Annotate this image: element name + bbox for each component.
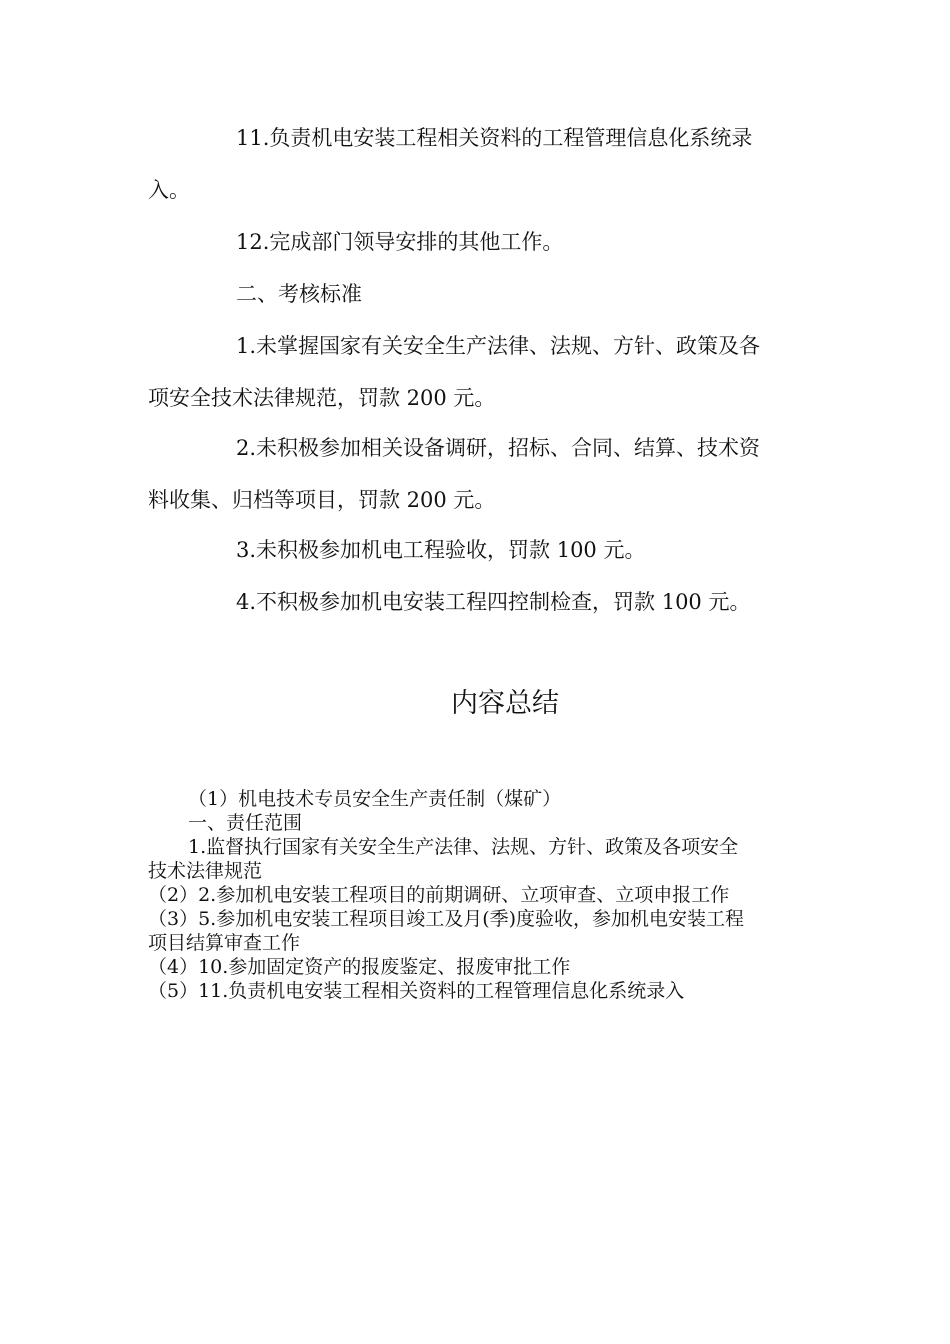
section-heading-text: 二、考核标准 xyxy=(236,282,362,306)
standard-item-3-text: 3.未积极参加机电工程验收，罚款 100 元。 xyxy=(236,538,646,562)
summary-line: 一、责任范围 xyxy=(188,812,303,834)
summary-line: 项目结算审查工作 xyxy=(148,932,301,954)
summary-line: （2）2.参加机电安装工程项目的前期调研、立项审查、立项申报工作 xyxy=(148,884,730,906)
body-item-11 xyxy=(148,112,798,216)
summary-line: 1.监督执行国家有关安全生产法律、法规、方针、政策及各项安全 xyxy=(188,836,739,858)
standard-item-4 xyxy=(148,576,798,628)
standard-item-2-line2: 料收集、归档等项目，罚款 200 元。 xyxy=(148,488,496,512)
standard-item-1-line1: 1.未掌握国家有关安全生产法律、法规、方针、政策及各 xyxy=(236,334,761,358)
body-item-11-line2: 入。 xyxy=(148,178,190,202)
summary-line: （4）10.参加固定资产的报废鉴定、报废审批工作 xyxy=(148,956,571,978)
standard-item-1 xyxy=(148,320,798,424)
body-item-12 xyxy=(148,216,798,268)
summary-title: 内容总结 xyxy=(451,688,559,719)
standard-item-2-line1: 2.未积极参加相关设备调研，招标、合同、结算、技术资 xyxy=(236,436,761,460)
standard-item-3 xyxy=(148,524,798,576)
summary-block xyxy=(148,787,798,1003)
standard-item-2 xyxy=(148,422,798,526)
summary-line: （5）11.负责机电安装工程相关资料的工程管理信息化系统录入 xyxy=(148,980,685,1002)
body-item-11-line1: 11.负责机电安装工程相关资料的工程管理信息化系统录 xyxy=(236,126,753,150)
body-item-12-text: 12.完成部门领导安排的其他工作。 xyxy=(236,230,564,254)
summary-line: 技术法律规范 xyxy=(148,860,263,882)
standard-item-1-line2: 项安全技术法律规范，罚款 200 元。 xyxy=(148,386,496,410)
standard-item-4-text: 4.不积极参加机电安装工程四控制检查，罚款 100 元。 xyxy=(236,590,751,614)
summary-line: （3）5.参加机电安装工程项目竣工及月(季)度验收，参加机电安装工程 xyxy=(148,908,745,930)
section-heading-standards xyxy=(148,268,798,320)
summary-line: （1）机电技术专员安全生产责任制（煤矿） xyxy=(188,788,562,810)
